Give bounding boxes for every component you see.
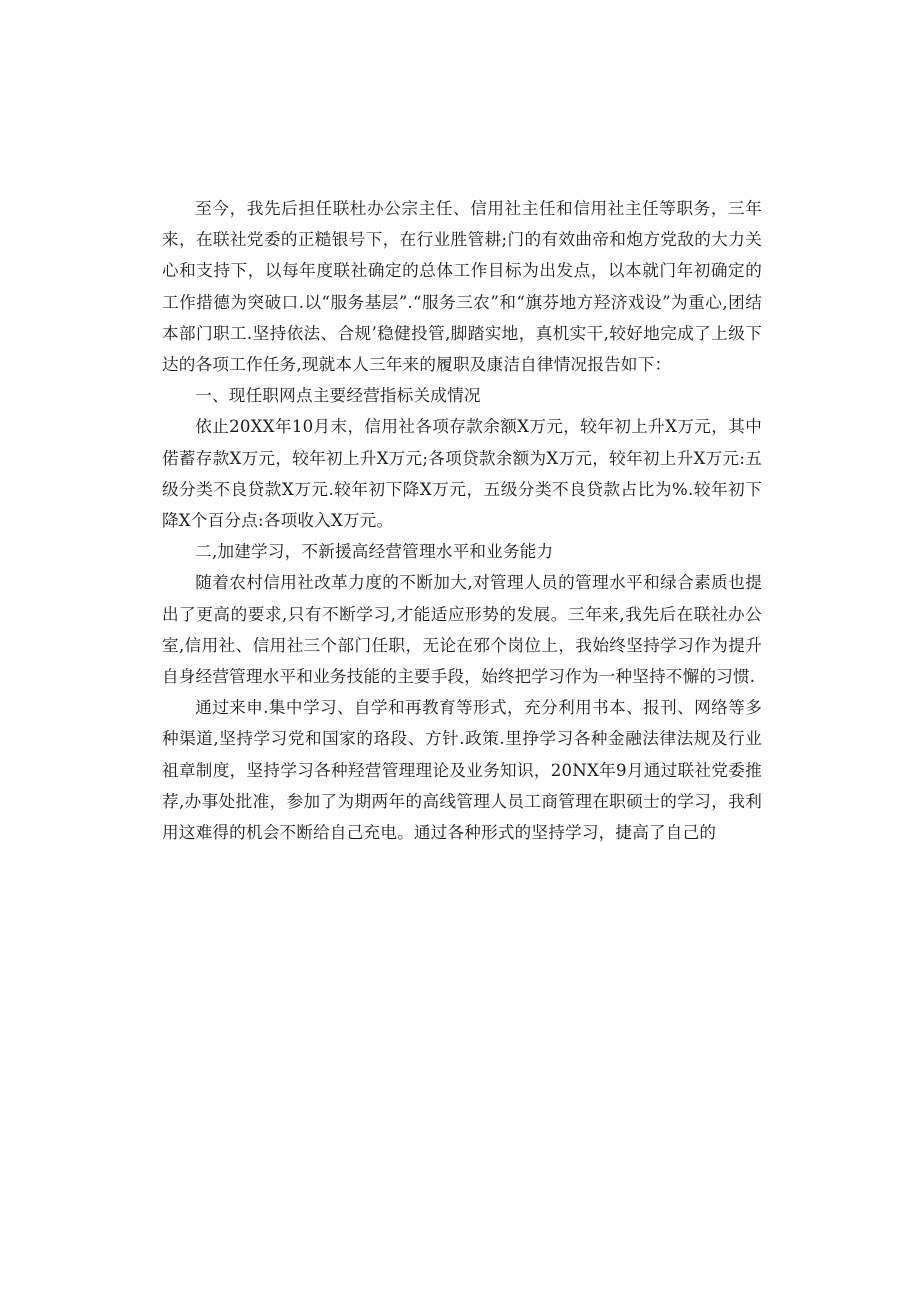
document-page	[162, 193, 762, 848]
study-paragraph-2: 通过来申.集中学习、自学和再教育等形式，充分利用书本、报刊、网络等多种渠道,坚持学习党和国家的珞段、方针.政策.里挣学习各种金融法律法规及行业祖章制度，坚持学习各种羟营管理理论及业务知识，20NX年9月通过联社党委推荐,办事处批准，参加了为期两年的高线管理人员工商管理在职硕士的学习，我利用这难得的机会不断给自己充电。通过各种形式的坚持学习，捷高了自己的	[162, 698, 762, 843]
intro-paragraph: 至今，我先后担任联杜办公宗主任、信用社主任和信用社主任等职务，三年来，在联社党委的正糙银号下，在行业胜管耕;门的有效曲帝和炮方党敌的大力关心和支持下，以每年度联社确定的总体工作目标为出发点，以本就门年初确定的工作措德为突破口.以“服务基层”.“服务三农”和“旗芬地方羟济戏设”为重心,团结本部门职工.坚持依法、合规’稳健投管,脚踏实地，真机实干,较好地完成了上级下达的各项工作任务,现就本人三年来的履职及康洁自律情况报告如下：	[162, 199, 762, 375]
section-heading-1: 一、现任职网点主要经营指标关成情况	[195, 386, 481, 406]
study-paragraph-1: 随着农村信用社改革力度的不断加大,对管理人员的管理水平和绿合素质也提出了更高的要求,只有不断学习,才能适应形势的发展。三年来,我先后在联社办公室,信用社、信用社三个部门任职，无论在邪个岗位上，我始终坚持学习作为提升自身经营管理水平和业务技能的主要手段，始终把学习作为一种坚持不懈的习惯.	[162, 573, 762, 687]
section-heading-2: 二,加建学习，不新援高经营管理水平和业务能力	[195, 542, 554, 562]
indicators-paragraph: 依止20XX年10月末，信用社各项存款余额X万元，较年初上升X万元，其中偌蓄存款X万元，较年初上升X万元;各项贷款余额为X万元，较年初上升X万元:五级分类不良贷款X万元.较年初下降X万元，五级分类不良贷款占比为%.较年初下降X个百分点:各项收入X万元。	[162, 417, 762, 531]
